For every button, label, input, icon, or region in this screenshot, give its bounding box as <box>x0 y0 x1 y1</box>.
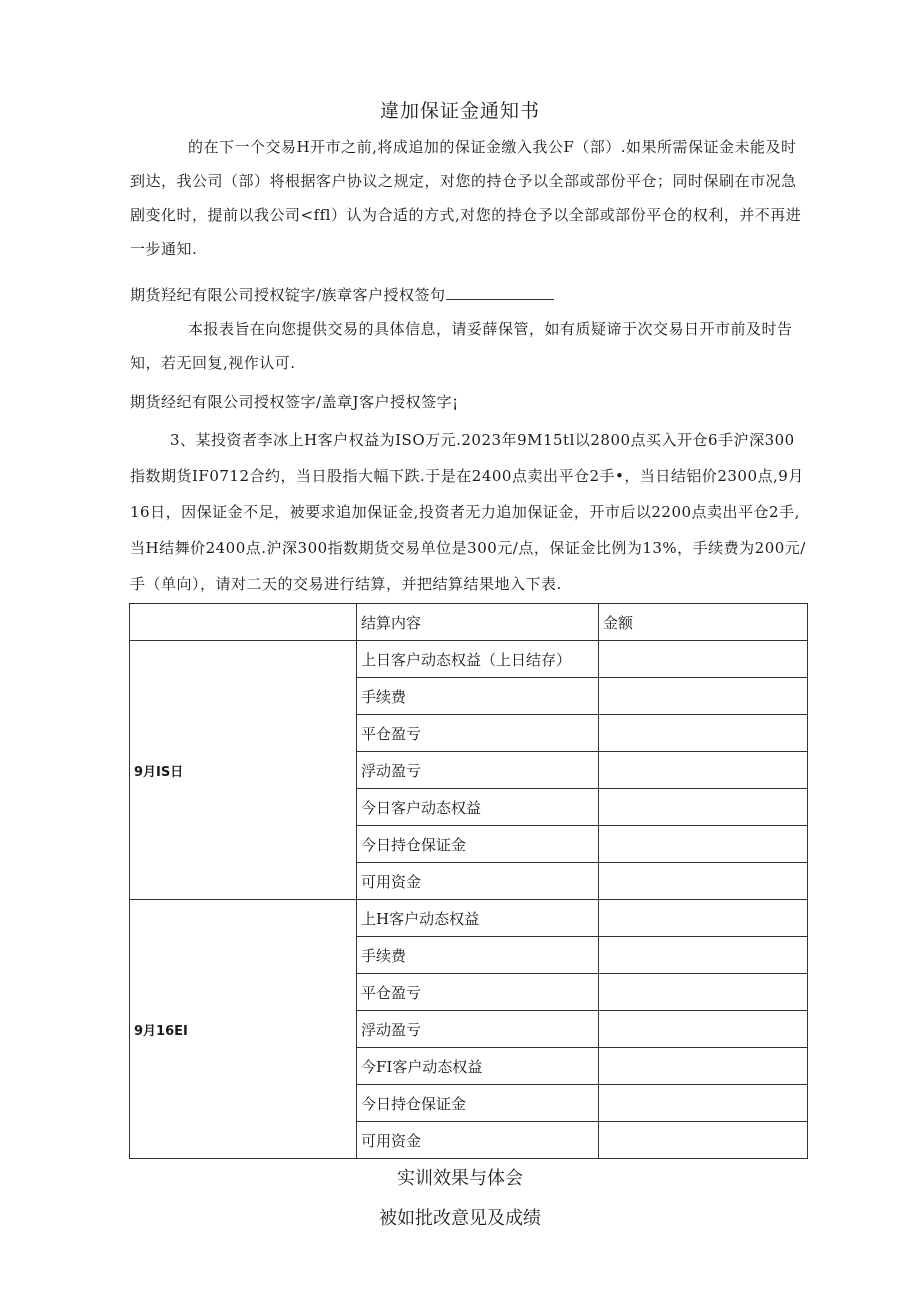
amount-cell[interactable] <box>599 1122 808 1159</box>
content-cell: 手续费 <box>357 678 599 715</box>
amount-cell[interactable] <box>599 789 808 826</box>
amount-cell[interactable] <box>599 937 808 974</box>
signature-blank <box>446 285 554 300</box>
table-header-row <box>130 604 808 641</box>
content-cell: 可用资金 <box>357 1122 599 1159</box>
signature-line-1 <box>130 278 810 312</box>
settlement-table <box>129 603 808 1159</box>
question-3-text: 3、某投资者李冰上H客户权益为ISO万元.2023年9M15tl以2800点买入开仓6手沪深300指数期货IF0712合约，当日股指大幅下跌.于是在2400点卖出平仓2手•，当日结铝价2300点,9月16日，因保证金不足，被要求追加保证金,投资者无力追加保证金，开市后以2200点卖出平仓2手,当H结舞价2400点.沪深300指数期货交易单位是300元/点，保证金比例为13%，手续费为200元/手（单向），请对二天的交易进行结算，并把结算结果地入下表. <box>130 431 806 593</box>
content-cell: 浮动盈亏 <box>357 1011 599 1048</box>
amount-cell[interactable] <box>599 826 808 863</box>
content-cell: 上日客户动态权益（上日结存） <box>357 641 599 678</box>
amount-cell[interactable] <box>599 900 808 937</box>
notice-paragraph-1: 的在下一个交易H开市之前,将成追加的保证金缴入我公F（部）.如果所需保证金未能及时到达，我公司（部）将根据客户协议之规定，对您的持仓予以全部或部份平仓；同时保刷在市况急剧变化时，提前以我公司<ffl）认为合适的方式,对您的持仓予以全部或部份平仓的权利，并不再进一步通知. <box>130 138 802 258</box>
amount-cell[interactable] <box>599 1085 808 1122</box>
amount-cell[interactable] <box>599 752 808 789</box>
header-amount-cell: 金额 <box>599 604 808 641</box>
table-row <box>130 900 808 937</box>
header-content-cell: 结算内容 <box>357 604 599 641</box>
section-heading-experience: 实训效果与体会 <box>397 1168 523 1189</box>
amount-cell[interactable] <box>599 715 808 752</box>
amount-cell[interactable] <box>599 1011 808 1048</box>
date-cell-day2: 9月16EI <box>130 900 357 1159</box>
content-cell: 手续费 <box>357 937 599 974</box>
amount-cell[interactable] <box>599 641 808 678</box>
signature-line-2: 期货经纪有限公司授权签字/盖章J客户授权签字¡ <box>130 393 459 411</box>
content-cell: 平仓盈亏 <box>357 715 599 752</box>
table-row <box>130 641 808 678</box>
content-cell: 今FI客户动态权益 <box>357 1048 599 1085</box>
content-cell: 上H客户动态权益 <box>357 900 599 937</box>
section-heading-grading: 被如批改意见及成绩 <box>379 1208 541 1229</box>
content-cell: 今日持仓保证金 <box>357 826 599 863</box>
date-cell-day1: 9月IS日 <box>130 641 357 900</box>
signature-label-1: 期货羟纪有限公司授权锭字/族章客户授权签句 <box>130 286 446 304</box>
amount-cell[interactable] <box>599 863 808 900</box>
header-date-cell <box>130 604 357 641</box>
content-cell: 可用资金 <box>357 863 599 900</box>
content-cell: 平仓盈亏 <box>357 974 599 1011</box>
amount-cell[interactable] <box>599 678 808 715</box>
amount-cell[interactable] <box>599 974 808 1011</box>
content-cell: 今日持仓保证金 <box>357 1085 599 1122</box>
notice-paragraph-2: 本报表旨在向您提供交易的具体信息，请妥薛保管，如有质疑谛于次交易日开市前及时告知，若无回复,视作认可. <box>130 320 793 372</box>
content-cell: 今日客户动态权益 <box>357 789 599 826</box>
amount-cell[interactable] <box>599 1048 808 1085</box>
content-cell: 浮动盈亏 <box>357 752 599 789</box>
notice-title: 違加保证金通知书 <box>379 100 540 122</box>
